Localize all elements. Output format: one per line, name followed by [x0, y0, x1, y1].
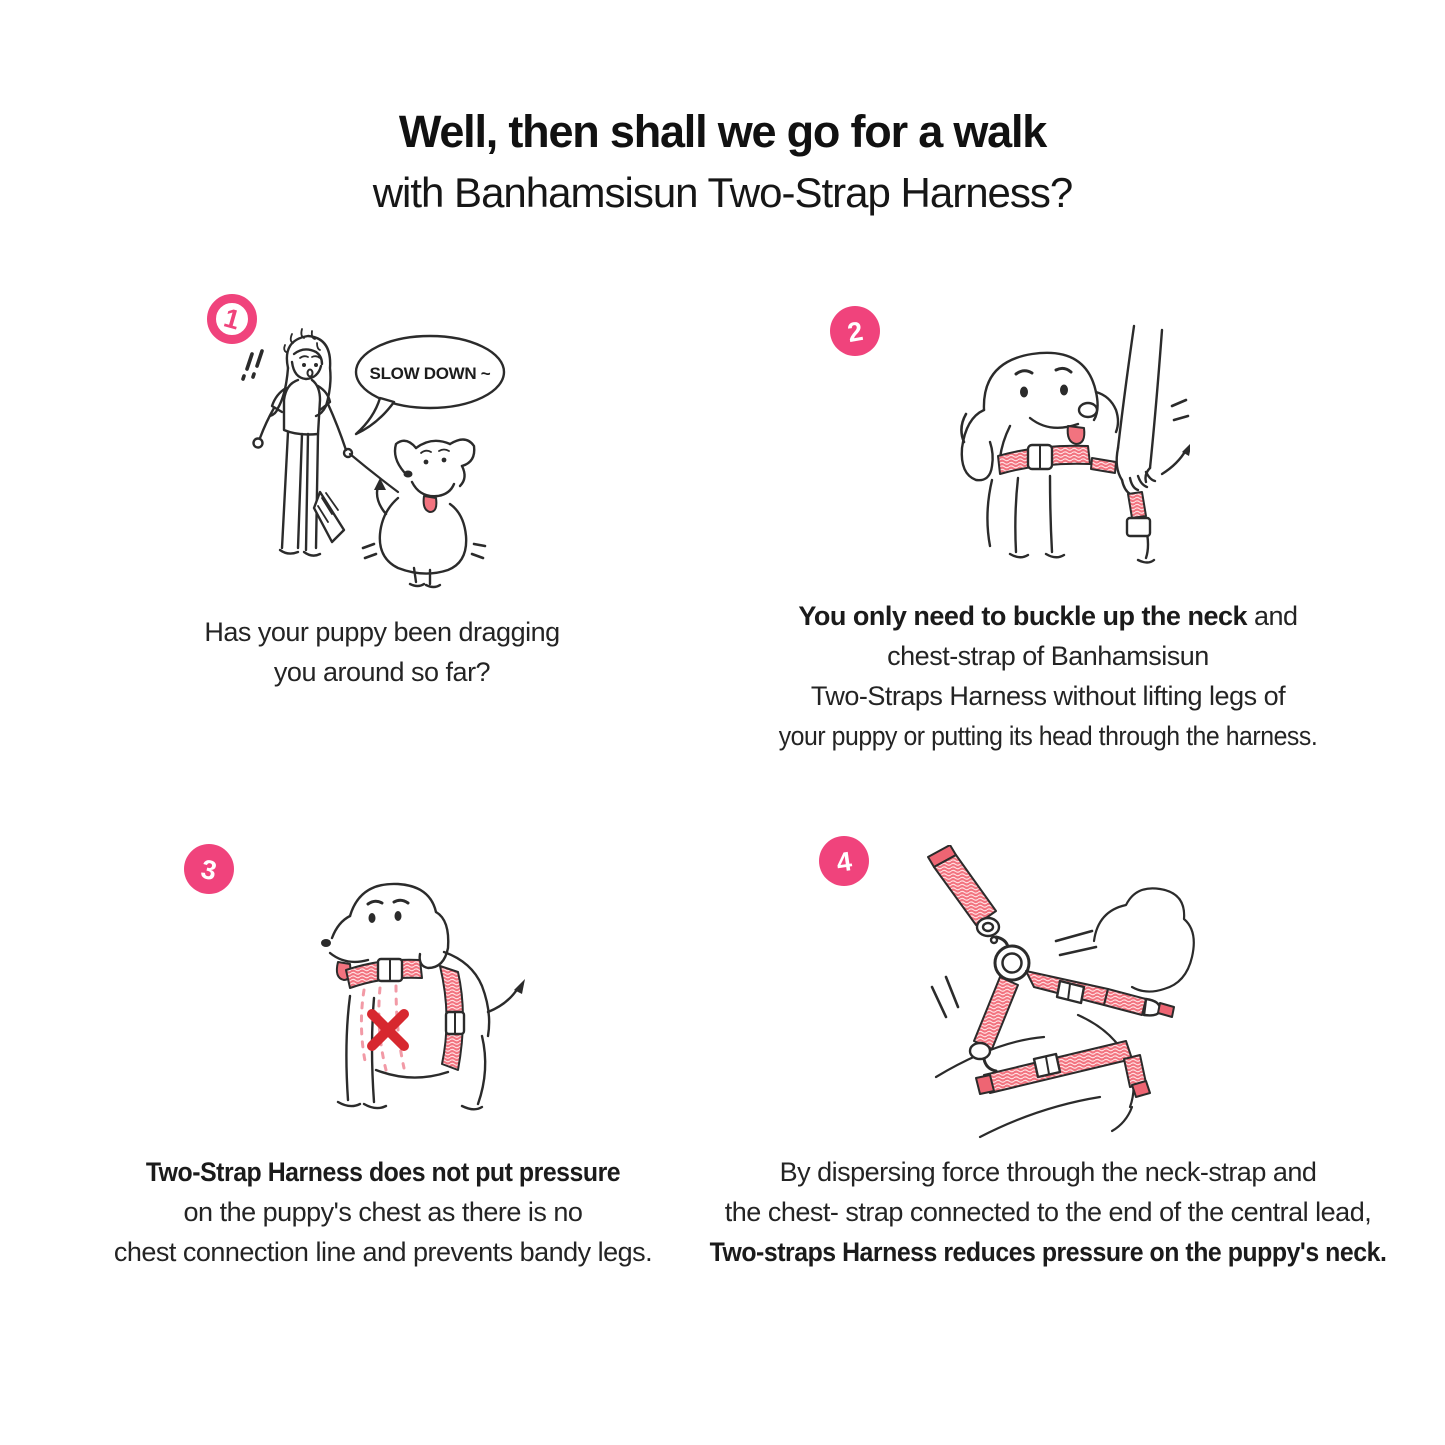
caption-line: You only need to buckle up the neck and — [798, 601, 1298, 631]
harness-leash-connection-closeup-illustration — [888, 845, 1203, 1145]
caption-line: By dispersing force through the neck-strap and — [779, 1157, 1317, 1187]
harness-o-ring — [995, 946, 1029, 980]
step-1-caption — [82, 612, 682, 692]
speech-bubble — [356, 336, 504, 434]
caption-line: chest-strap of Banhamsisun — [887, 641, 1209, 671]
caption-line: the chest- strap connected to the end of the central lead, — [724, 1197, 1372, 1227]
step-2-caption — [708, 596, 1388, 756]
neck-strap — [998, 445, 1116, 474]
caption-line: Has your puppy been dragging — [204, 617, 560, 647]
step-3-number-badge — [180, 840, 238, 898]
caption-line: you around so far? — [273, 657, 491, 687]
central-lead-strap — [970, 977, 1018, 1071]
step-2-number-badge — [826, 302, 884, 360]
exclamation-marks-icon — [243, 351, 262, 379]
girth-strap — [440, 966, 464, 1070]
page-title-line2: with Banhamsisun Two-Strap Harness? — [372, 169, 1073, 216]
step-4-number-badge — [815, 832, 873, 890]
woman-figure — [254, 336, 353, 556]
step-3-badge-icon — [180, 840, 238, 898]
step-2-badge-icon — [826, 302, 884, 360]
neck-strap — [346, 959, 422, 988]
caption-line: chest connection line and prevents bandy legs. — [113, 1237, 653, 1267]
page-title-line1: Well, then shall we go for a walk — [398, 106, 1047, 157]
step-3-caption — [83, 1152, 683, 1272]
step-4-badge-icon — [815, 832, 873, 890]
caption-line: Two-straps Harness reduces pressure on the puppy's neck. — [709, 1237, 1387, 1267]
caption-line: Two-Strap Harness does not put pressure — [145, 1157, 621, 1187]
buckling-neck-strap-on-puppy-illustration — [910, 318, 1190, 573]
page-title — [0, 102, 1445, 224]
step-1-number: 1 — [220, 302, 244, 336]
step-4-caption — [658, 1152, 1438, 1272]
chest-strap-in-hand — [1127, 492, 1150, 536]
leash-line — [350, 454, 398, 492]
caption-line: on the puppy's chest as there is no — [183, 1197, 583, 1227]
step-4-number: 4 — [834, 846, 854, 878]
girth-strap — [976, 1041, 1150, 1097]
caption-line: Two-Straps Harness without lifting legs of — [810, 681, 1286, 711]
puppy-figure — [321, 884, 525, 1109]
puppy-figure — [363, 439, 485, 587]
caption-line: your puppy or putting its head through the harness. — [778, 721, 1318, 751]
puppy-wearing-harness-no-chest-line-illustration — [252, 856, 537, 1151]
leash-strap — [928, 845, 1008, 959]
neck-strap — [1026, 971, 1174, 1017]
woman-dragged-by-puppy-illustration — [228, 322, 528, 594]
step-3-number: 3 — [198, 853, 220, 887]
speech-bubble-text: SLOW DOWN ~ — [369, 364, 491, 383]
step-2-number: 2 — [845, 315, 866, 349]
human-arm — [1117, 326, 1162, 494]
